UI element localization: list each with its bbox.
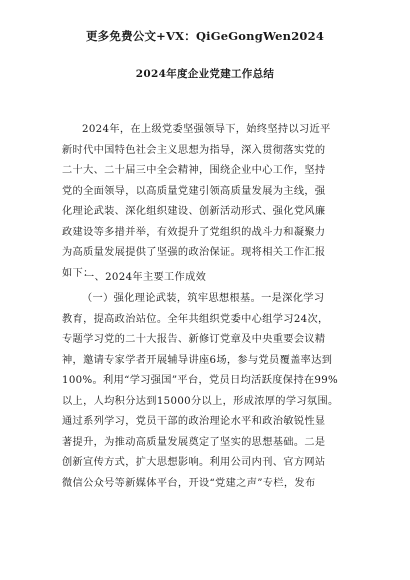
section-line: 专题学习党的二十大报告、新修订党章及中央重要会议精 — [62, 334, 326, 345]
section-line: 著提升，为推动高质量发展奠定了坚实的思想基础。二是 — [62, 436, 326, 448]
section-line: 教育，提高政治站位。全年共组织党委中心组学习24次， — [62, 313, 329, 325]
intro-line: 政建设等多措并举，有效提升了党组织的战斗力和凝聚力 — [62, 226, 326, 238]
intro-line: 化理论武装、深化组织建设、创新活动形式、强化党风廉 — [62, 206, 326, 217]
section-heading: 一、2024年主要工作成效 — [84, 272, 207, 283]
intro-line: 党的全面领导，以高质量党建引领高质量发展为主线，强 — [62, 185, 326, 197]
section-line: 微信公众号等新媒体平台，开设“党建之声”专栏，发布 — [62, 477, 316, 489]
intro-line: 二十大、二十届三中全会精神，围绕企业中心工作，坚持 — [62, 165, 326, 176]
intro-paragraph — [62, 120, 352, 284]
section-line: 通过系列学习，党员干部的政治理论水平和政治敏锐性显 — [62, 416, 326, 427]
section-line: 100%。利用“学习强国”平台，党员日均活跃度保持在99% — [62, 375, 339, 386]
section-line: （一）强化理论武装，筑牢思想根基。一是深化学习 — [82, 293, 325, 304]
document-title: 2024年度企业党建工作总结 — [135, 68, 275, 80]
intro-line: 如下： — [62, 267, 94, 279]
section-line: 以上，人均积分达到15000分以上，形成浓厚的学习氛围。 — [62, 395, 339, 407]
section-line: 创新宣传方式，扩大思想影响。利用公司内刊、官方网站 — [62, 457, 326, 468]
section-paragraph — [62, 289, 352, 494]
promo-header: 更多免费公文+VX：QiGeGongWen2024 — [85, 29, 325, 43]
intro-line: 2024年，在上级党委坚强领导下，始终坚持以习近平 — [82, 124, 331, 135]
intro-line: 为高质量发展提供了坚强的政治保证。现将相关工作汇报 — [62, 247, 326, 258]
intro-line: 新时代中国特色社会主义思想为指导，深入贯彻落实党的 — [62, 144, 326, 156]
section-line: 神，邀请专家学者开展辅导讲座6场，参与党员覆盖率达到 — [62, 354, 333, 366]
